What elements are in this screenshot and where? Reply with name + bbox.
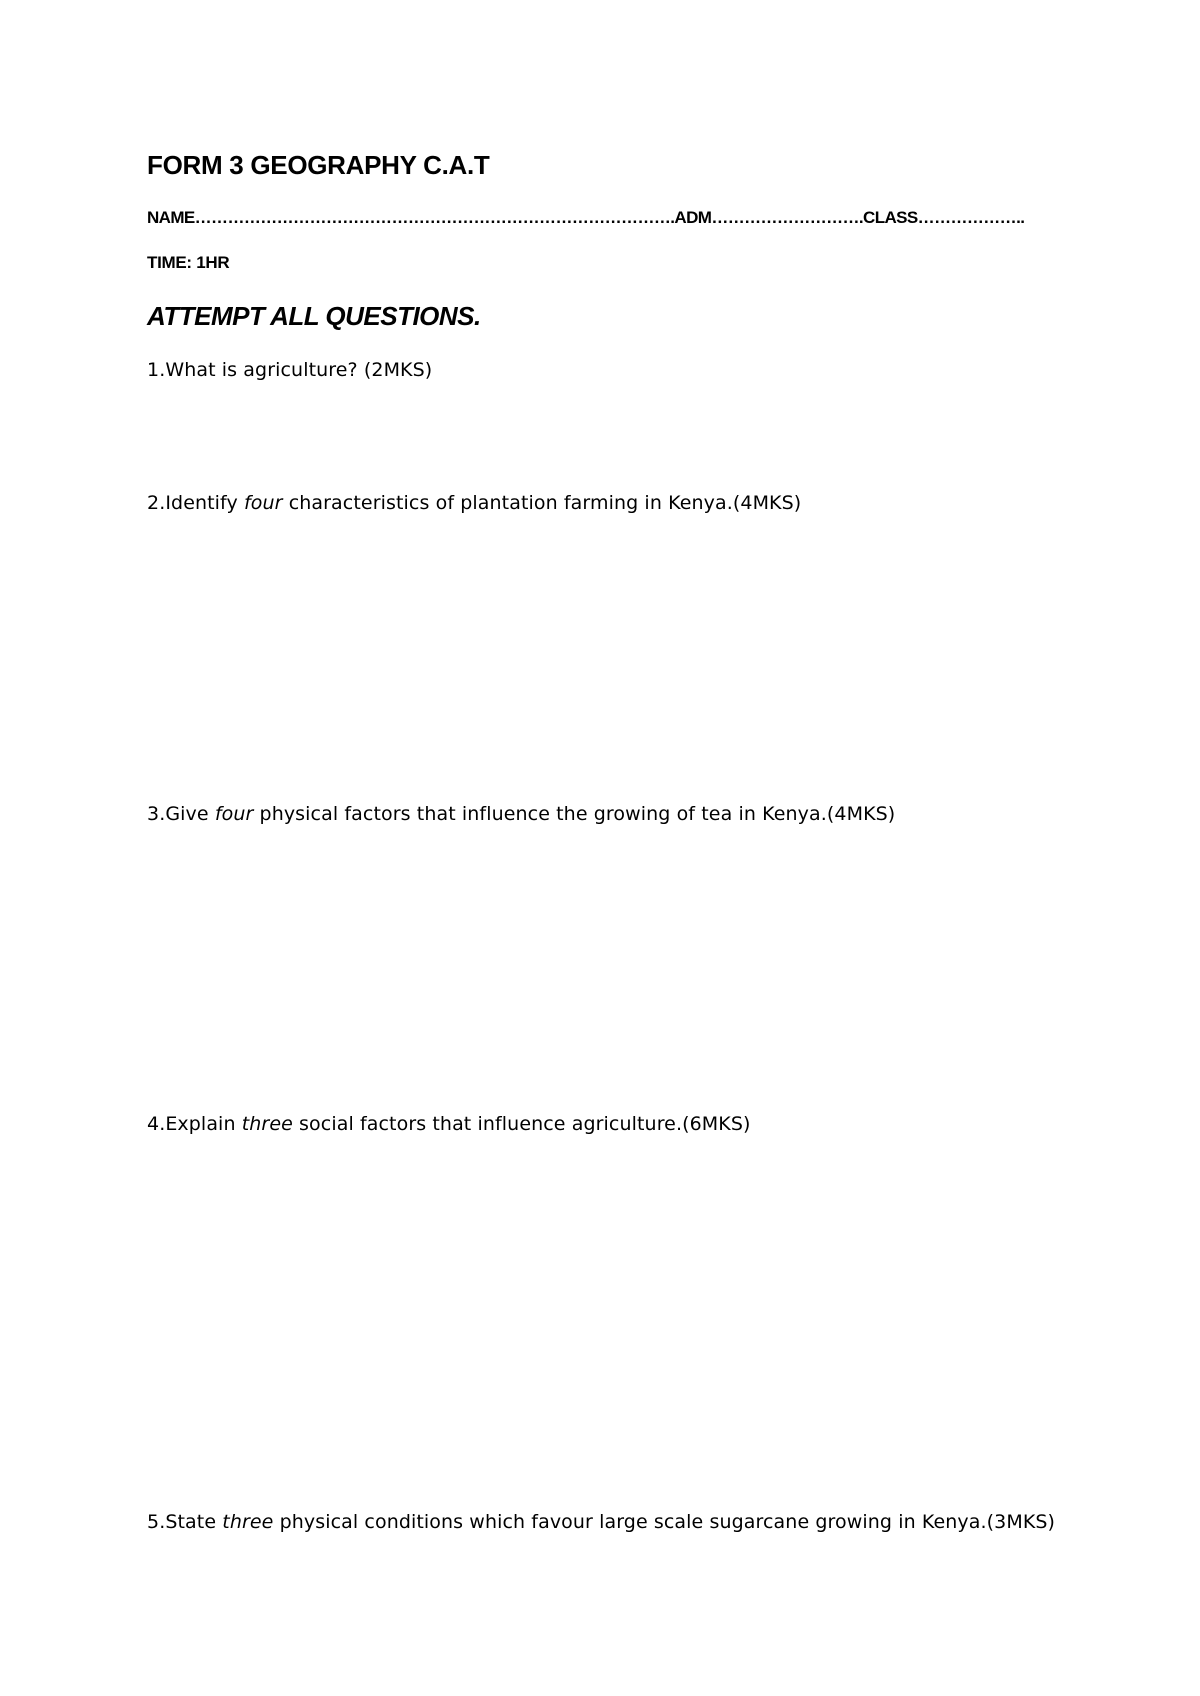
question-4-suffix: social factors that influence agriculture.(6MKS) — [292, 1113, 751, 1135]
question-4-prefix: 4.Explain — [147, 1113, 242, 1135]
question-1-text: 1.What is agriculture? (2MKS) — [147, 359, 433, 381]
question-2 — [147, 489, 801, 517]
question-4 — [147, 1110, 751, 1138]
name-label: NAME — [147, 208, 195, 227]
question-2-emphasis: four — [244, 492, 283, 514]
page-title: FORM 3 GEOGRAPHY C.A.T — [147, 150, 490, 180]
name-field: …………………………………………………………………………… — [194, 208, 671, 227]
time-allowed: TIME: 1HR — [147, 253, 230, 272]
question-2-suffix: characteristics of plantation farming in Kenya.(4MKS) — [282, 492, 802, 514]
question-5 — [147, 1508, 1077, 1536]
question-3 — [147, 800, 895, 828]
instruction-period: . — [474, 301, 481, 331]
instruction-text: ATTEMPT ALL QUESTIONS — [147, 301, 475, 331]
question-3-suffix: physical factors that influence the growing of tea in Kenya.(4MKS) — [253, 803, 896, 825]
question-5-suffix: physical conditions which favour large scale sugarcane growing in Kenya.(3MKS) — [273, 1511, 1056, 1533]
student-info-line — [147, 208, 1024, 228]
question-3-prefix: 3.Give — [147, 803, 215, 825]
question-5-prefix: 5.State — [147, 1511, 223, 1533]
question-4-emphasis: three — [241, 1113, 293, 1135]
question-5-emphasis: three — [222, 1511, 274, 1533]
adm-label: .ADM — [670, 208, 712, 227]
class-field: ……………….. — [917, 208, 1025, 227]
question-3-emphasis: four — [214, 803, 254, 825]
class-label: .CLASS — [858, 208, 918, 227]
question-1 — [147, 356, 432, 384]
question-2-prefix: 2.Identify — [147, 492, 244, 514]
instruction-heading — [147, 301, 481, 332]
adm-field: ……………………… — [711, 208, 859, 227]
